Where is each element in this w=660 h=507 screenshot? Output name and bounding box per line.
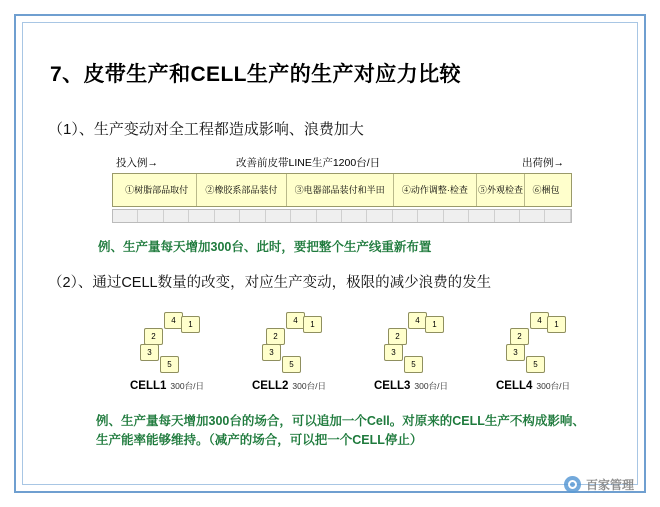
- rail-segment: [164, 210, 189, 222]
- rail-segment: [469, 210, 494, 222]
- cell-caption: [374, 376, 460, 394]
- cell-node: 5: [526, 356, 545, 373]
- cell-node: 4: [408, 312, 427, 329]
- cell-node: 2: [144, 328, 163, 345]
- cell-node: 2: [510, 328, 529, 345]
- rail-segment: [113, 210, 138, 222]
- cell-group: [374, 310, 460, 394]
- cell-node: 4: [286, 312, 305, 329]
- rail-segment: [138, 210, 163, 222]
- cell-node: 5: [160, 356, 179, 373]
- cell-caption: [130, 376, 216, 394]
- section2-note: [96, 412, 626, 451]
- rail-segment: [520, 210, 545, 222]
- cell-node: 2: [388, 328, 407, 345]
- rail-segment: [393, 210, 418, 222]
- cell-caption: [496, 376, 582, 394]
- slide-content: [34, 34, 626, 473]
- section2-note-line1: 例、生产量每天增加300台的场合，可以追加一个Cell。对原来的CELL生产不构成影响、: [96, 414, 585, 428]
- cell-group: [252, 310, 338, 394]
- cell-quantity: 300台/日: [414, 381, 448, 391]
- belt-diagram-labels: [112, 155, 572, 173]
- cell-node: 1: [425, 316, 444, 333]
- belt-step: ⑤外观检查: [477, 174, 525, 206]
- cell-node: 4: [530, 312, 549, 329]
- belt-conveyor-rail: [112, 209, 572, 223]
- cell-shape: [252, 310, 338, 374]
- cell-group: [496, 310, 582, 394]
- cell-node: 2: [266, 328, 285, 345]
- cell-node: 4: [164, 312, 183, 329]
- cell-quantity: 300台/日: [536, 381, 570, 391]
- belt-middle-label: 改善前皮带LINE生产1200台/日: [236, 157, 381, 169]
- rail-segment: [444, 210, 469, 222]
- cell-quantity: 300台/日: [170, 381, 204, 391]
- cell-quantity: 300台/日: [292, 381, 326, 391]
- cell-diagrams: [130, 310, 626, 394]
- cell-node: 5: [282, 356, 301, 373]
- cell-label: CELL3: [374, 380, 411, 392]
- rail-segment: [189, 210, 214, 222]
- section1-heading: （1）、生产变动对全工程都造成影响、浪费加大: [48, 121, 364, 138]
- cell-label: CELL4: [496, 380, 533, 392]
- cell-caption: [252, 376, 338, 394]
- cell-label: CELL2: [252, 380, 289, 392]
- belt-process-box: [112, 173, 572, 207]
- rail-segment: [317, 210, 342, 222]
- belt-step: ③电器部品装付和半田: [287, 174, 394, 206]
- belt-input-label: 投入例→: [116, 157, 158, 169]
- cell-node: 3: [506, 344, 525, 361]
- rail-segment: [342, 210, 367, 222]
- rail-segment: [367, 210, 392, 222]
- watermark-logo-icon: [564, 476, 581, 493]
- watermark: [564, 476, 634, 493]
- cell-label: CELL1: [130, 380, 167, 392]
- cell-node: 1: [547, 316, 566, 333]
- rail-segment: [545, 210, 570, 222]
- belt-step: ②橡胶系部品装付: [197, 174, 286, 206]
- cell-group: [130, 310, 216, 394]
- rail-segment: [240, 210, 265, 222]
- rail-segment: [495, 210, 520, 222]
- belt-step: ①树脂部品取付: [117, 174, 197, 206]
- belt-output-label: 出荷例→: [522, 157, 564, 169]
- cell-node: 3: [384, 344, 403, 361]
- rail-segment: [215, 210, 240, 222]
- cell-node: 3: [262, 344, 281, 361]
- cell-node: 3: [140, 344, 159, 361]
- rail-segment: [291, 210, 316, 222]
- cell-shape: [374, 310, 460, 374]
- belt-step: ④动作调整·检查: [394, 174, 477, 206]
- section2-heading: （2）、通过CELL数量的改变，对应生产变动，极限的减少浪费的发生: [48, 275, 492, 291]
- watermark-text: 百家管理: [585, 478, 634, 492]
- belt-step: ⑥梱包: [532, 185, 560, 195]
- rail-segment: [266, 210, 291, 222]
- cell-shape: [130, 310, 216, 374]
- cell-node: 1: [181, 316, 200, 333]
- page-title: 7、皮带生产和CELL生产的生产对应力比较: [50, 63, 461, 86]
- cell-node: 1: [303, 316, 322, 333]
- section2-note-line2: 生产能率能够维持。（减产的场合，可以把一个CELL停止）: [96, 433, 423, 448]
- cell-node: 5: [404, 356, 423, 373]
- rail-segment: [418, 210, 443, 222]
- belt-line-diagram: [112, 155, 572, 223]
- cell-shape: [496, 310, 582, 374]
- section1-note: 例、生产量每天增加300台、此时，要把整个生产线重新布置: [98, 240, 432, 254]
